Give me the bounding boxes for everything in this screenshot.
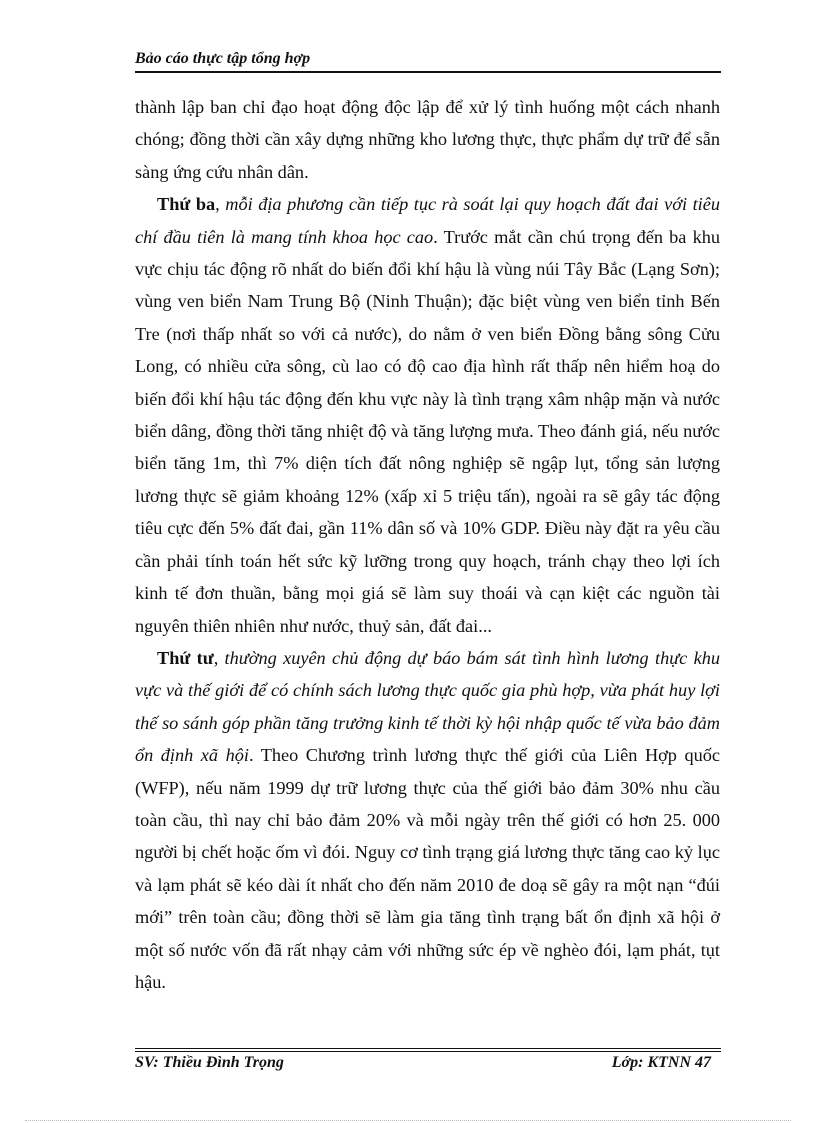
- page-edge-divider: [25, 1120, 791, 1121]
- paragraph-3-italic: , thường xuyên chủ động dự báo bám sát tình hình lương thực khu vực và thế giới để có chính sách lương thực quốc gia phù hợp, vừa phát huy lợi thế so sánh góp phần tăng trưởng kinh tế thời kỳ hội nhập quốc tế vừa bảo đảm ổn định xã hội: [135, 647, 720, 766]
- page-header: Bảo cáo thực tập tổng hợp: [135, 50, 721, 73]
- footer-student: SV: Thiều Đình Trọng: [135, 1054, 284, 1071]
- footer-class: Lớp: KTNN 47: [611, 1054, 711, 1071]
- paragraph-3: [135, 642, 720, 998]
- footer-rule: [135, 1048, 721, 1052]
- paragraph-3-text: . Theo Chương trình lương thực thế giới của Liên Hợp quốc (WFP), nếu năm 1999 dự trữ lương thực của thế giới bảo đảm 30% nhu cầu toàn cầu, thì nay chỉ bảo đảm 20% và mỗi ngày trên thế giới có hơn 25. 000 người bị chết hoặc ốm vì đói. Nguy cơ tình trạng giá lương thực tăng cao kỷ lục và lạm phát sẽ kéo dài ít nhất cho đến năm 2010 đe doạ sẽ gây ra một nạn “đúi mới” trên toàn cầu; đồng thời sẽ làm gia tăng tình trạng bất ổn định xã hội ở một số nước vốn đã rất nhạy cảm với những sức ép về nghèo đói, lạm phát, tụt hậu.: [135, 745, 720, 992]
- paragraph-2-text: . Trước mắt cần chú trọng đến ba khu vực chịu tác động rõ nhất do biến đổi khí hậu là vùng núi Tây Bắc (Lạng Sơn); vùng ven biển Nam Trung Bộ (Ninh Thuận); đặc biệt vùng ven biển tỉnh Bến Tre (nơi thấp nhất so với cả nước), do nằm ở ven biển Đồng bằng sông Cửu Long, có nhiều cửa sông, cù lao có độ cao địa hình rất thấp nên hiểm hoạ do biến đổi khí hậu tác động đến khu vực này là tình trạng xâm nhập mặn và nước biển dâng, đồng thời tăng nhiệt độ và tăng lượng mưa. Theo đánh giá, nếu nước biển tăng 1m, thì 7% diện tích đất nông nghiệp sẽ ngập lụt, tổng sản lượng lương thực sẽ giảm khoảng 12% (xấp xỉ 5 triệu tấn), ngoài ra sẽ gây tác động tiêu cực đến 5% đất đai, gần 11% dân số và 10% GDP. Điều này đặt ra yêu cầu cần phải tính toán hết sức kỹ lưỡng trong quy hoạch, tránh chạy theo lợi ích kinh tế đơn thuần, bằng mọi giá sẽ làm suy thoái và cạn kiệt các nguồn tài nguyên thiên nhiên như nước, thuỷ sản, đất đai...: [135, 226, 720, 636]
- body-text: [135, 91, 720, 998]
- paragraph-2-lead: Thứ ba: [157, 194, 216, 215]
- page-footer: [135, 1054, 711, 1072]
- paragraph-2: [135, 188, 720, 642]
- paragraph-2-italic: , mỗi địa phương cần tiếp tục rà soát lại quy hoạch đất đai với tiêu chí đầu tiên là mang tính khoa học cao: [135, 194, 720, 247]
- paragraph-1: thành lập ban chỉ đạo hoạt động độc lập để xử lý tình huống một cách nhanh chóng; đồng thời cần xây dựng những kho lương thực, thực phẩm dự trữ để sẵn sàng ứng cứu nhân dân.: [135, 97, 720, 182]
- paragraph-3-lead: Thứ tư: [157, 647, 214, 668]
